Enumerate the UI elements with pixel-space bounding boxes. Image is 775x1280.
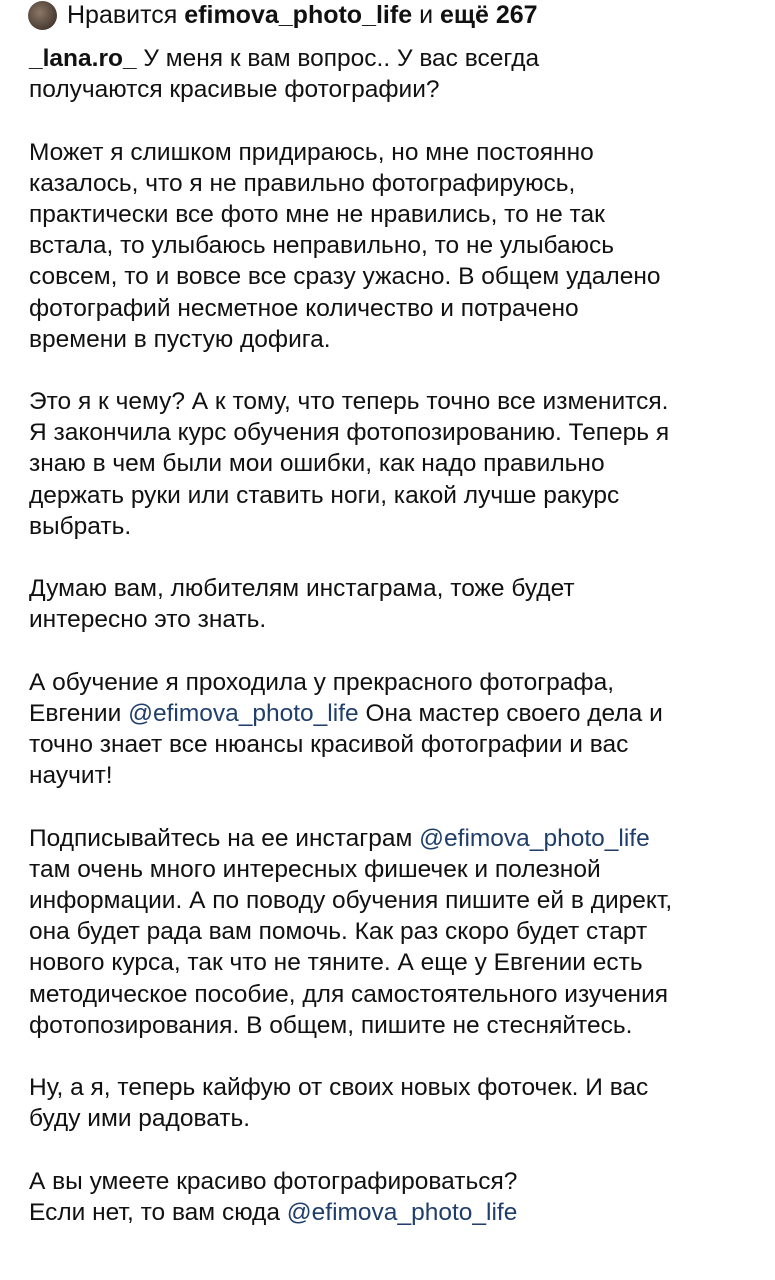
caption-text: Она мастер своего дела и bbox=[358, 699, 663, 727]
caption-line bbox=[29, 1072, 769, 1103]
caption-line bbox=[29, 480, 769, 511]
author-username[interactable]: _lana.ro_ bbox=[29, 45, 137, 72]
liker-username[interactable]: efimova_photo_life bbox=[184, 0, 413, 29]
paragraph-gap bbox=[29, 636, 769, 667]
caption-line bbox=[29, 1166, 769, 1197]
caption-text: нового курса, так что не тяните. А еще у Евгении есть bbox=[29, 949, 643, 977]
caption-text: Я закончила курс обучения фотопозированию. Теперь я bbox=[29, 419, 670, 447]
caption-line bbox=[29, 1197, 769, 1228]
caption-line bbox=[29, 854, 769, 885]
caption-text: знаю в чем были мои ошибки, как надо правильно bbox=[29, 450, 605, 478]
caption-line bbox=[29, 511, 769, 542]
caption-line bbox=[29, 885, 769, 916]
caption-text: интересно это знать. bbox=[29, 606, 267, 634]
caption-line bbox=[29, 43, 769, 74]
caption-text: фотопозирования. В общем, пишите не стесняйтесь. bbox=[29, 1011, 633, 1039]
caption-line bbox=[29, 261, 769, 292]
caption-line bbox=[29, 979, 769, 1010]
caption-line bbox=[29, 74, 769, 105]
caption-text: времени в пустую дофига. bbox=[29, 325, 331, 353]
mention-link[interactable]: @efimova_photo_life bbox=[286, 1198, 518, 1226]
caption-text: Подписывайтесь на ее инстаграм bbox=[29, 824, 420, 852]
caption-text: совсем, то и вовсе все сразу ужасно. В общем удалено bbox=[29, 263, 661, 291]
caption-text: получаются красивые фотографии? bbox=[29, 76, 440, 104]
caption-line bbox=[29, 698, 769, 729]
likes-text[interactable] bbox=[67, 1, 538, 30]
caption-line bbox=[29, 386, 769, 417]
caption-text: точно знает все нюансы красивой фотографии и вас bbox=[29, 731, 629, 759]
liker-avatar[interactable] bbox=[28, 1, 57, 30]
caption-text: Если нет, то вам сюда bbox=[29, 1198, 287, 1226]
caption-line bbox=[29, 293, 769, 324]
caption-line bbox=[29, 230, 769, 261]
caption-line bbox=[29, 417, 769, 448]
paragraph-gap bbox=[29, 1135, 769, 1166]
likes-prefix: Нравится bbox=[67, 0, 178, 29]
caption-text: У меня к вам вопрос.. У вас всегда bbox=[136, 45, 540, 72]
caption-text: Думаю вам, любителям инстаграма, тоже будет bbox=[29, 575, 575, 603]
caption-text: А вы умеете красиво фотографироваться? bbox=[29, 1167, 518, 1195]
caption-line bbox=[29, 1010, 769, 1041]
likes-middle: и bbox=[419, 0, 434, 29]
caption-line bbox=[29, 823, 769, 854]
caption-line bbox=[29, 573, 769, 604]
caption-line bbox=[29, 1103, 769, 1134]
paragraph-gap bbox=[29, 1041, 769, 1072]
caption-text: встала, то улыбаюсь неправильно, то не улыбаюсь bbox=[29, 232, 615, 260]
paragraph-gap bbox=[29, 355, 769, 386]
caption-line bbox=[29, 199, 769, 230]
caption-text: А обучение я проходила у прекрасного фотографа, bbox=[29, 668, 615, 696]
caption-text: научит! bbox=[29, 762, 113, 790]
caption-line bbox=[29, 604, 769, 635]
caption-text: Это я к чему? А к тому, что теперь точно все изменится. bbox=[29, 388, 669, 416]
caption-text: фотографий несметное количество и потрачено bbox=[29, 294, 579, 322]
caption-text: информации. А по поводу обучения пишите ей в директ, bbox=[29, 887, 673, 915]
caption-line bbox=[29, 137, 769, 168]
paragraph-gap bbox=[29, 542, 769, 573]
caption-text: методическое пособие, для самостоятельного изучения bbox=[29, 980, 669, 1008]
mention-link[interactable]: @efimova_photo_life bbox=[128, 699, 359, 727]
caption-line bbox=[29, 324, 769, 355]
caption-line bbox=[29, 168, 769, 199]
caption-text: держать руки или ставить ноги, какой лучше ракурс bbox=[29, 481, 620, 509]
caption-text: практически все фото мне не нравились, то не так bbox=[29, 200, 605, 228]
mention-link[interactable]: @efimova_photo_life bbox=[419, 824, 650, 852]
caption-line bbox=[29, 729, 769, 760]
paragraph-gap bbox=[29, 105, 769, 136]
caption-line bbox=[29, 667, 769, 698]
paragraph-gap bbox=[29, 792, 769, 823]
caption-text: она будет рада вам помочь. Как раз скоро будет старт bbox=[29, 918, 648, 946]
likes-count[interactable]: ещё 267 bbox=[439, 0, 538, 29]
caption-line bbox=[29, 916, 769, 947]
caption-text: Может я слишком придираюсь, но мне постоянно bbox=[29, 138, 594, 166]
caption-text: выбрать. bbox=[29, 512, 132, 540]
caption-text: там очень много интересных фишечек и полезной bbox=[29, 855, 601, 883]
likes-row bbox=[28, 0, 538, 30]
caption-text: Ну, а я, теперь кайфую от своих новых фоточек. И вас bbox=[29, 1074, 649, 1102]
caption-text: буду ими радовать. bbox=[29, 1105, 251, 1133]
caption-text: казалось, что я не правильно фотографируюсь, bbox=[29, 169, 576, 197]
post-caption bbox=[29, 43, 769, 1228]
caption-line bbox=[29, 760, 769, 791]
caption-text: Евгении bbox=[29, 699, 129, 727]
caption-line bbox=[29, 947, 769, 978]
caption-line bbox=[29, 448, 769, 479]
